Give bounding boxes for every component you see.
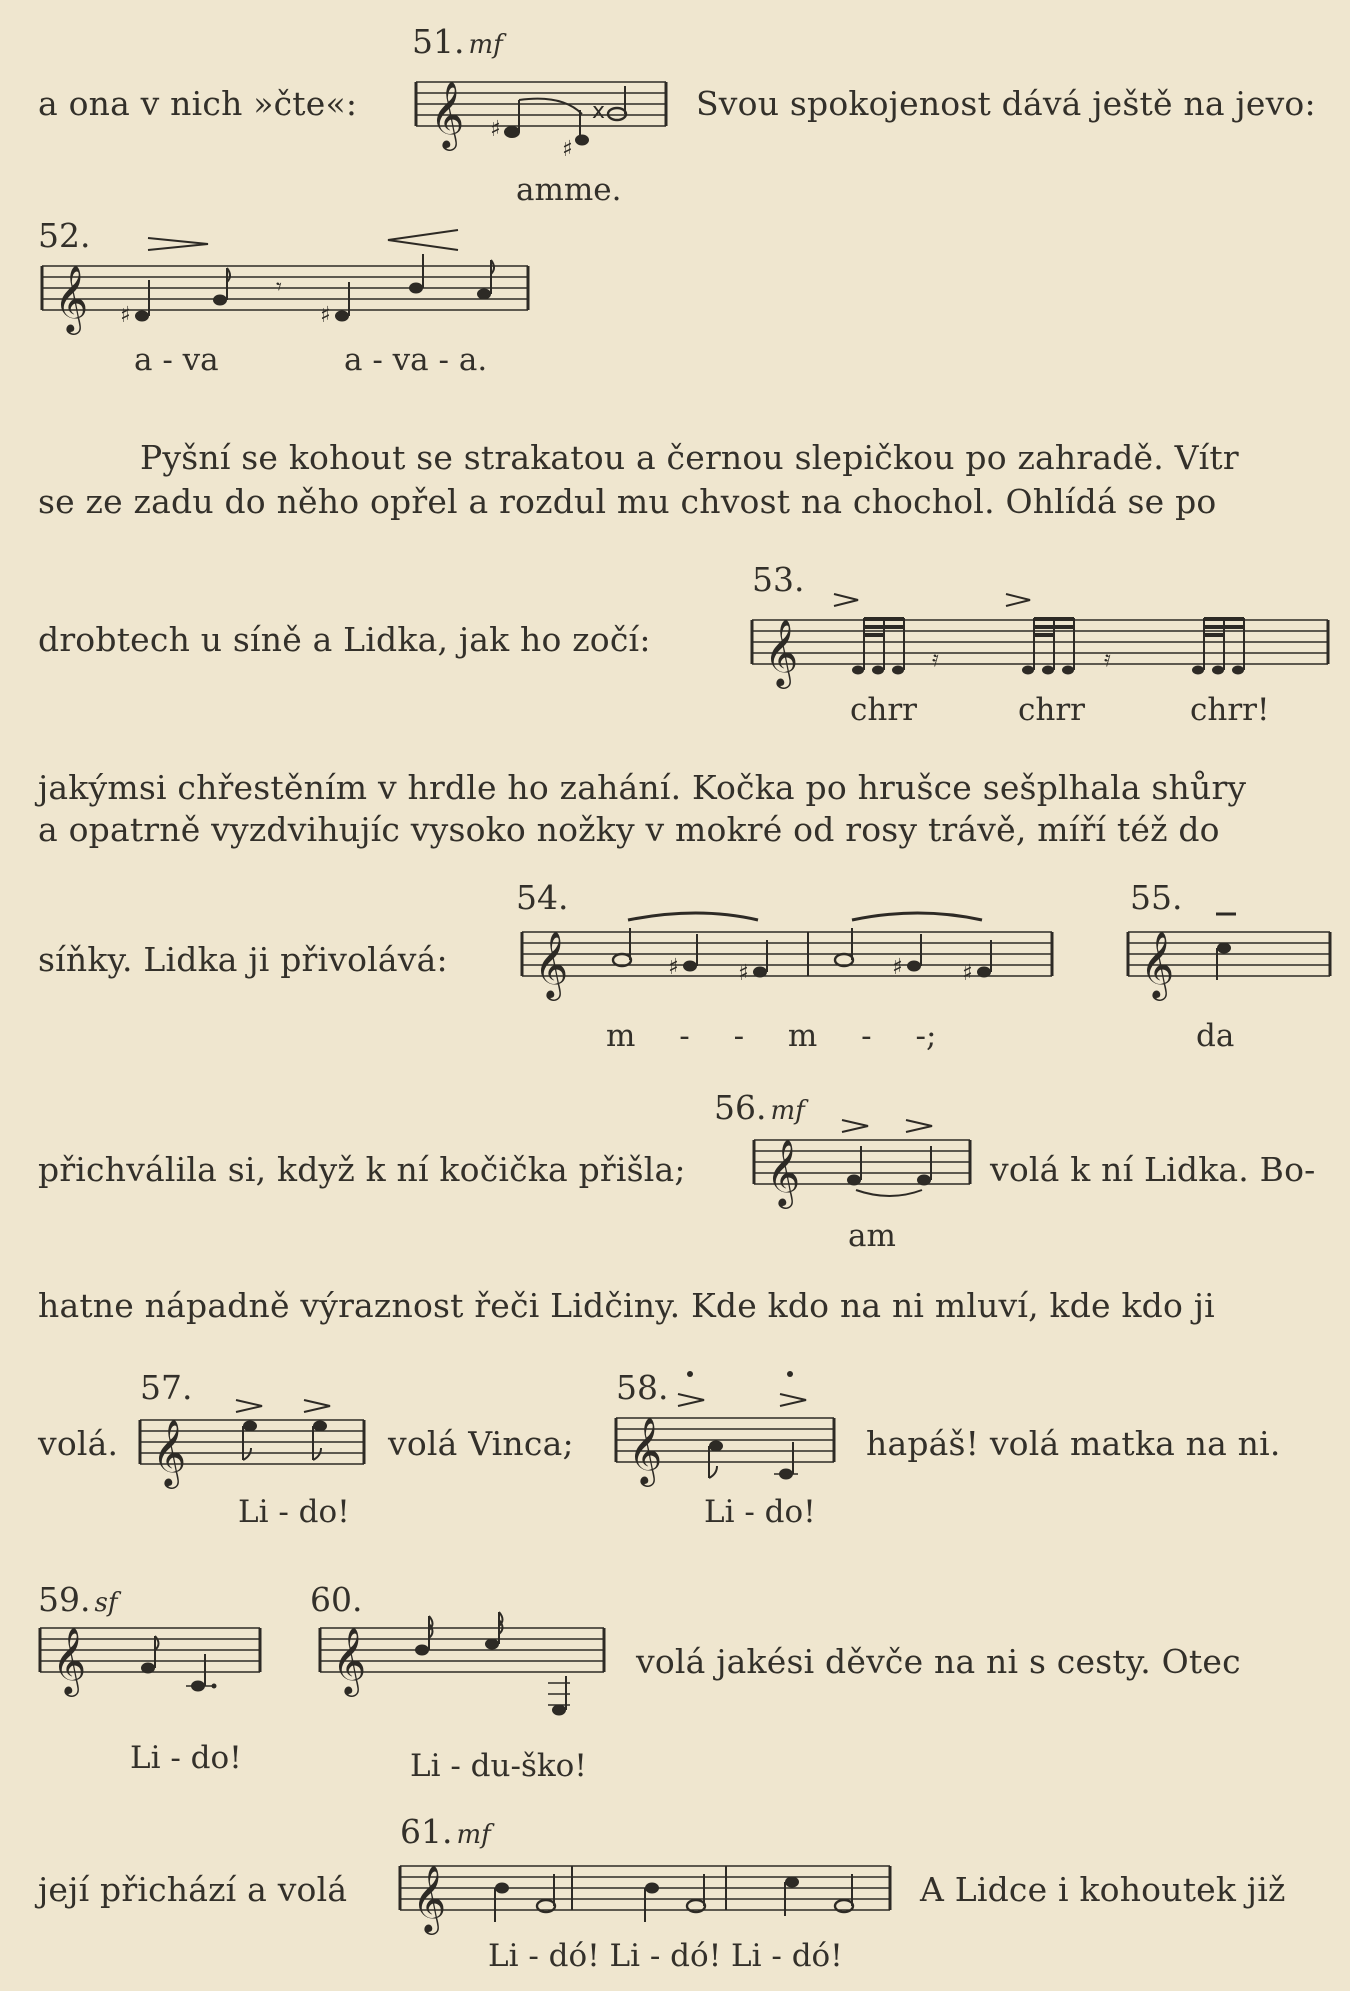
beamed-group — [852, 617, 904, 675]
example-58-number: 58. — [616, 1368, 669, 1407]
text-line-2: Pyšní se kohout se strakatou a černou slepičkou po zahradě. Vítr — [140, 438, 1239, 477]
text-line-9: hatne nápadně výraznost řeči Lidčiny. Kde kdo na ni mluví, kde kdo ji — [38, 1286, 1215, 1325]
treble-clef-icon: 𝄞 — [766, 1138, 801, 1206]
svg-text:♯: ♯ — [668, 955, 679, 980]
example-60-number: 60. — [310, 1580, 363, 1619]
text-line-12b: A Lidce i kohoutek již — [920, 1870, 1286, 1909]
music-example-55 — [1124, 900, 1340, 1010]
lyric-56: am — [848, 1218, 896, 1254]
lyric-59: Li - do! — [130, 1740, 242, 1776]
treble-clef-icon: 𝄞 — [412, 1864, 447, 1932]
decrescendo-hairpin — [148, 238, 208, 250]
music-example-56 — [750, 1104, 982, 1204]
svg-text:♯: ♯ — [962, 961, 973, 986]
text-line-10c: hapáš! volá matka na ni. — [866, 1424, 1281, 1463]
example-56-number: 56. mf — [714, 1088, 805, 1127]
treble-clef-icon: 𝄞 — [152, 1418, 187, 1486]
lyric-57: Li - do! — [238, 1494, 350, 1530]
svg-text:x: x — [592, 99, 606, 124]
lyric-52a: a - va — [134, 342, 219, 378]
example-54-number: 54. — [516, 878, 569, 917]
music-example-52 — [38, 224, 538, 344]
lyric-53a: chrr — [850, 692, 917, 728]
example-55-number: 55. — [1130, 878, 1183, 917]
lyric-52b: a - va - a. — [344, 342, 488, 378]
lyric-54: m - - m - -; — [606, 1018, 937, 1054]
crescendo-hairpin — [388, 230, 458, 250]
treble-clef-icon: 𝄞 — [54, 264, 89, 332]
music-example-54 — [518, 900, 1058, 1010]
svg-text:♯: ♯ — [562, 137, 573, 162]
text-line-4: drobtech u síně a Lidka, jak ho zočí: — [38, 620, 651, 659]
treble-clef-icon: 𝄞 — [332, 1626, 367, 1694]
music-example-57 — [136, 1382, 372, 1486]
lyric-61: Li - dó! Li - dó! Li - dó! — [488, 1938, 843, 1974]
beamed-group — [1192, 617, 1244, 675]
text-line-1b: Svou spokojenost dává ještě na jevo: — [696, 84, 1316, 123]
example-59-number: 59. sf — [38, 1580, 118, 1619]
svg-text:♯: ♯ — [490, 117, 501, 142]
treble-clef-icon: 𝄞 — [628, 1416, 663, 1484]
svg-text:♯: ♯ — [120, 303, 131, 328]
text-line-11: volá jakési děvče na ni s cesty. Otec — [636, 1642, 1241, 1681]
music-example-58 — [612, 1366, 848, 1486]
treble-clef-icon: 𝄞 — [764, 618, 799, 686]
note — [504, 126, 520, 138]
svg-text:𝄿: 𝄿 — [932, 647, 939, 672]
example-52-number: 52. — [38, 216, 91, 255]
text-line-5: jakýmsi chřestěním v hrdle ho zahání. Kočka po hrušce sešplhala shůry — [38, 768, 1247, 807]
svg-text:𝄿: 𝄿 — [1104, 647, 1111, 672]
example-57-number: 57. — [140, 1368, 193, 1407]
lyric-53c: chrr! — [1190, 692, 1270, 728]
text-line-6: a opatrně vyzdvihujíc vysoko nožky v mokré od rosy trávě, míří též do — [38, 810, 1220, 849]
lyric-60: Li - du-ško! — [410, 1748, 587, 1784]
lyric-53b: chrr — [1018, 692, 1085, 728]
dynamic-mf: mf — [770, 1096, 805, 1126]
music-example-60 — [316, 1610, 612, 1730]
music-example-51 — [412, 74, 672, 162]
dynamic-mf: mf — [456, 1820, 491, 1850]
svg-text:♯: ♯ — [320, 303, 331, 328]
treble-clef-icon: 𝄞 — [430, 80, 465, 148]
dynamic-sf: sf — [94, 1588, 118, 1618]
text-line-7: síňky. Lidka ji přivolává: — [38, 940, 448, 979]
text-line-12a: její přichází a volá — [38, 1870, 348, 1909]
lyric-55: da — [1196, 1018, 1235, 1054]
text-line-8b: volá k ní Lidka. Bo- — [990, 1150, 1316, 1189]
svg-text:♯: ♯ — [892, 955, 903, 980]
lyric-51: amme. — [516, 172, 622, 208]
music-example-53 — [748, 590, 1334, 690]
text-line-10a: volá. — [38, 1424, 119, 1463]
text-line-1a: a ona v nich »čte«: — [38, 84, 358, 123]
example-61-number: 61. mf — [400, 1812, 491, 1851]
treble-clef-icon: 𝄞 — [1140, 930, 1175, 998]
lyric-58: Li - do! — [704, 1494, 816, 1530]
text-line-3: se ze zadu do něho opřel a rozdul mu chvost na chochol. Ohlídá se po — [38, 482, 1217, 521]
beamed-group — [1022, 617, 1074, 675]
music-example-61 — [396, 1852, 896, 1942]
example-51-number: 51. mf — [412, 22, 503, 61]
example-53-number: 53. — [752, 560, 805, 599]
treble-clef-icon: 𝄞 — [534, 930, 569, 998]
text-line-8a: přichválila si, když k ní kočička přišla; — [38, 1150, 686, 1189]
dynamic-mf: mf — [468, 30, 503, 60]
music-example-59 — [36, 1610, 266, 1710]
text-line-10b: volá Vinca; — [388, 1424, 574, 1463]
svg-text:𝄾: 𝄾 — [276, 275, 282, 300]
treble-clef-icon: 𝄞 — [52, 1626, 87, 1694]
svg-text:♯: ♯ — [738, 961, 749, 986]
